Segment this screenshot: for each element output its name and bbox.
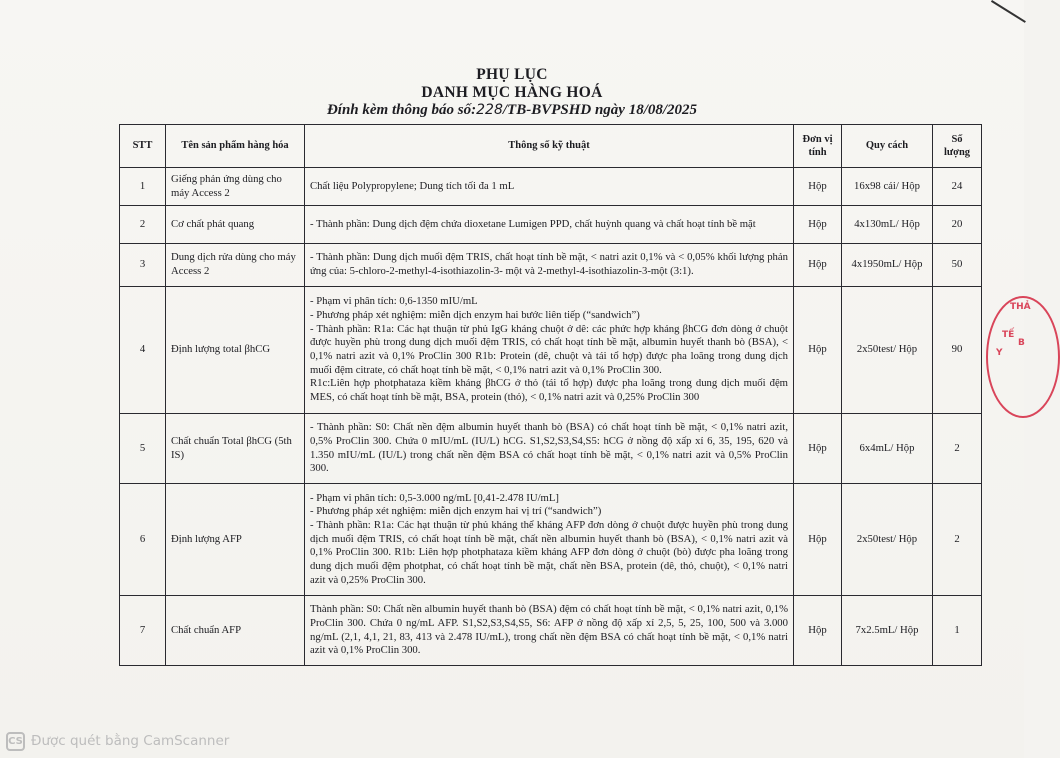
cell-quantity: 2 [933,484,982,596]
goods-list-title: DANH MỤC HÀNG HOÁ [421,84,603,101]
cell-product-name: Dung dịch rửa dùng cho máy Access 2 [166,244,305,287]
cell-packing: 4x1950mL/ Hộp [842,244,933,287]
camscanner-logo-icon: CS [6,732,25,751]
cell-unit: Hộp [794,244,842,287]
stamp-text: B [1018,338,1025,348]
watermark-text: Được quét bằng CamScanner [31,733,230,749]
notice-number: 228 [476,102,503,118]
table-row [120,206,982,244]
cell-stt: 6 [120,484,166,596]
cell-unit: Hộp [794,206,842,244]
header-technical-spec: Thông số kỹ thuật [305,125,794,168]
cell-packing: 4x130mL/ Hộp [842,206,933,244]
spec-line: Chất liệu Polypropylene; Dung tích tối đa 1 mL [310,179,515,192]
spec-line: - Thành phần: R1a: Các hạt thuận từ phủ kháng thể kháng AFP đơn dòng ở chuột được huyền phù trong dung dịch muối đệm TRIS, có chất hoạt tính bề mặt, chất nền albumin huyết thanh bò (BSA), < 0,1% natri azit và 0,1% ProClin 300. R1b: Liên hợp photphataza kiềm kháng AFP đơn dòng ở chuột (bò) được pha loãng trong dung dịch muối đệm photphat, có chất hoạt tính bề mặt, chất nền BSA, protein (dê, thỏ, chuột), < 0,1% natri azit và 0,25% ProClin 300. [310,518,788,586]
cell-stt: 1 [120,168,166,206]
spec-line: - Thành phần: S0: Chất nền đệm albumin huyết thanh bò (BSA) có chất hoạt tính bề mặt, < 0,1% natri azit, 0,5% ProClin 300. Chứa 0 mIU/mL (IU/L) hCG. S1,S2,S3,S4,S5: hCG ở nồng độ xấp xỉ 6, 35, 195, 620 và 1.350 mIU/mL (IU/L) trong chất nền đệm BSA có chất hoạt tính bề mặt, < 0,1% natri azit và 0,5% ProClin 300. [310,421,788,475]
cell-product-name: Định lượng total βhCG [166,287,305,414]
header-stt: STT [120,125,166,168]
cell-product-name: Định lượng AFP [166,484,305,596]
attachment-line [0,102,1024,119]
cell-unit: Hộp [794,287,842,414]
table-row [120,244,982,287]
cell-product-name: Giếng phản ứng dùng cho máy Access 2 [166,168,305,206]
cell-product-name: Chất chuẩn AFP [166,596,305,666]
stamp-text: TẾ [1002,330,1015,340]
spec-line: - Phạm vi phân tích: 0,6-1350 mIU/mL [310,295,478,308]
attachment-suffix: /TB-BVPSHD ngày 18/08/2025 [502,102,698,118]
appendix-title: PHỤ LỤC [476,66,548,83]
table-row [120,484,982,596]
cell-unit: Hộp [794,414,842,484]
cell-stt: 2 [120,206,166,244]
stamp-text: Y [996,348,1003,358]
cell-unit: Hộp [794,596,842,666]
spec-line: Thành phần: S0: Chất nền albumin huyết thanh bò (BSA) đệm có chất hoạt tính bề mặt, < 0,1% natri azit, 0,1% ProClin 300. Chứa 0 ng/mL AFP. S1,S2,S3,S4,S5, S6: AFP ở nồng độ xấp xỉ 2,5, 5, 25, 100, 500 và 3.000 ng/mL (2,1, 4,1, 21, 83, 413 và 2.478 IU/mL), trong chất nền đệm BSA có chất hoạt tính bề mặt, < 0,1% natri azit và 0,1% ProClin 300. [310,603,788,657]
goods-table [119,124,982,666]
attachment-prefix: Đính kèm thông báo số: [326,102,477,118]
table-row [120,287,982,414]
spec-line: - Thành phần: Dung dịch muối đệm TRIS, chất hoạt tính bề mặt, < natri azit 0,1% và < 0,05% khối lượng phản ứng của: 5-chloro-2-methyl-4-isothiazolin-3- một và 2-methyl-4-isothiazolin-3-một (3:1). [310,251,788,277]
spec-line: - Phương pháp xét nghiệm: miễn dịch enzym hai bước liên tiếp (“sandwich”) [310,308,640,321]
cell-technical-spec [305,596,794,666]
cell-quantity: 2 [933,414,982,484]
cell-stt: 3 [120,244,166,287]
cell-quantity: 1 [933,596,982,666]
cell-packing: 2x50test/ Hộp [842,287,933,414]
red-seal-stamp [986,296,1060,418]
table-row [120,414,982,484]
cell-technical-spec [305,287,794,414]
header-product-name: Tên sản phẩm hàng hóa [166,125,305,168]
cell-unit: Hộp [794,168,842,206]
cell-technical-spec [305,206,794,244]
spec-line: - Phương pháp xét nghiệm: miễn dịch enzym hai vị trí (“sandwich”) [310,505,602,518]
cell-packing: 2x50test/ Hộp [842,484,933,596]
cell-quantity: 90 [933,287,982,414]
header-quantity: Số lượng [933,125,982,168]
cell-packing: 6x4mL/ Hộp [842,414,933,484]
cell-stt: 7 [120,596,166,666]
header-unit: Đơn vị tính [794,125,842,168]
spec-line: R1c:Liên hợp photphataza kiềm kháng βhCG ở thỏ (tái tổ hợp) được pha loãng trong dung dịch muối đệm MES, có chất hoạt tính bề mặt, BSA, protein (thỏ), < 0,1% natri azit và 0,25% ProClin 300 [310,377,788,404]
cell-unit: Hộp [794,484,842,596]
spec-line: - Phạm vi phân tích: 0,5-3.000 ng/mL [0,41-2.478 IU/mL] [310,491,559,504]
stamp-text: THẢ [1010,302,1031,312]
cell-stt: 5 [120,414,166,484]
cell-packing: 7x2.5mL/ Hộp [842,596,933,666]
cell-product-name: Cơ chất phát quang [166,206,305,244]
cell-technical-spec [305,484,794,596]
table-header-row [120,125,982,168]
page-edge-mark [982,0,1025,36]
cell-product-name: Chất chuẩn Total βhCG (5th IS) [166,414,305,484]
cell-stt: 4 [120,287,166,414]
header-packing: Quy cách [842,125,933,168]
cell-quantity: 50 [933,244,982,287]
table-row [120,596,982,666]
cell-technical-spec [305,414,794,484]
table-row [120,168,982,206]
spec-line: - Thành phần: R1a: Các hạt thuận từ phủ IgG kháng chuột ở dê: các phức hợp kháng βhCG đơn dòng ở chuột được huyền phù trong dung dịch muối đệm TRIS, có chất hoạt tính bề mặt, albumin huyết thanh bò (BSA), < 0,1% natri azit và 0,1% ProClin 300 R1b: Protein (dê, chuột và tái tổ hợp) được pha loãng trong dung dịch muối đệm citrate, có chất hoạt tính bề mặt, < 0,1% natri azit và 0,1% ProClin 300. [310,322,788,376]
camscanner-watermark [6,731,229,751]
cell-packing: 16x98 cái/ Hộp [842,168,933,206]
cell-quantity: 20 [933,206,982,244]
cell-quantity: 24 [933,168,982,206]
cell-technical-spec [305,168,794,206]
spec-line: - Thành phần: Dung dịch đệm chứa dioxetane Lumigen PPD, chất huỳnh quang và chất hoạt tính bề mặt [310,217,756,230]
cell-technical-spec [305,244,794,287]
